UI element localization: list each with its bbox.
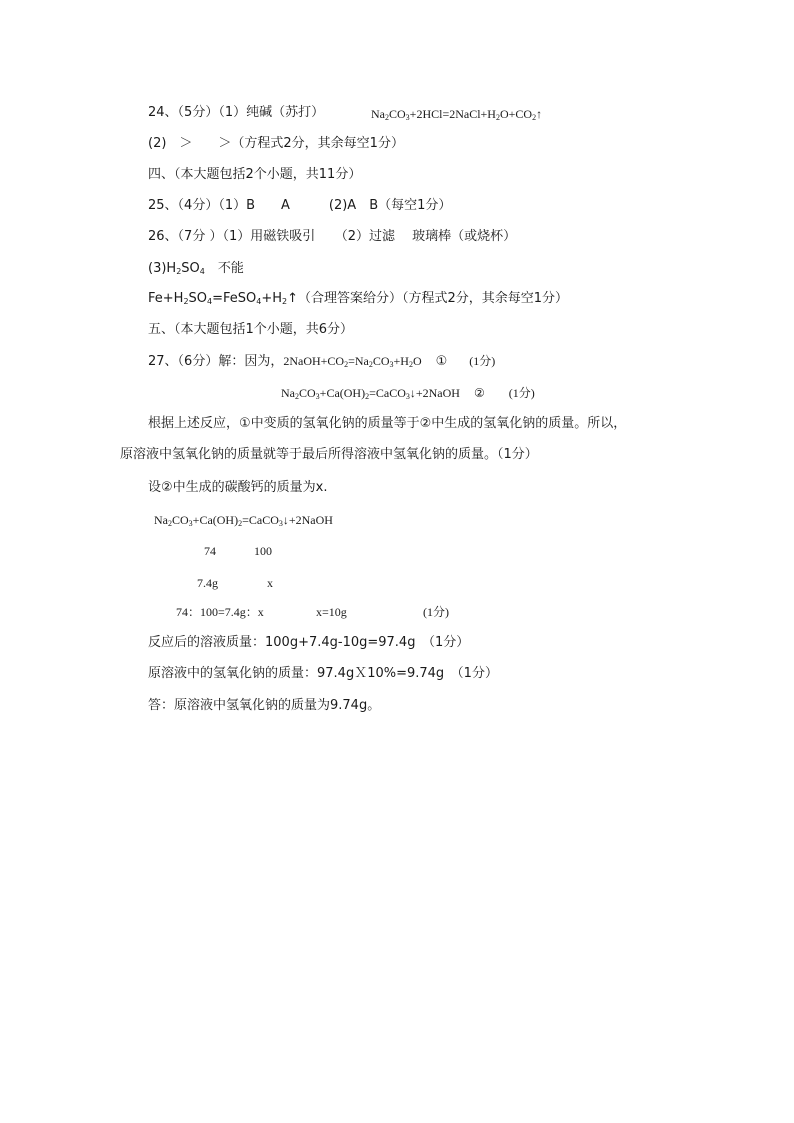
section-4-heading: 四、（本大题包括2个小题，共11分） (148, 167, 362, 182)
q26-line2: $(3)H_2SO_4$ 不能 (148, 261, 244, 276)
calc-equation: $Na_2CO_3+Ca(OH)_2=CaCO_3↓+2NaOH$ (154, 513, 333, 528)
value-x: x (267, 576, 273, 590)
q24-line2: (2) ＞ ＞（方程式2分，其余每空1分） (148, 136, 404, 151)
q25-answer: 25、（4分）（1）B A (2)A B（每空1分） (148, 198, 452, 213)
q26-line1: 26、（7分 ）（1）用磁铁吸引 （2）过滤 玻璃棒（或烧杯） (148, 229, 517, 244)
marker-2: ② (473, 386, 485, 400)
ratio-equation: 74：100=7.4g：x (176, 605, 264, 619)
q24-equation: $Na_2CO_3+2HCl=2NaCl+H_2O+CO_2↑$ (371, 107, 543, 122)
let-statement: 设②中生成的碳酸钙的质量为x. (148, 480, 328, 495)
ratio-result: x=10g (316, 605, 347, 619)
explanation-line-2: 原溶液中氢氧化钠的质量就等于最后所得溶液中氢氧化钠的质量。（1分） (120, 447, 538, 462)
q27-equation-2: $Na_2CO_3+Ca(OH)_2=CaCO_3↓+2NaOH$ ② (1分) (281, 386, 535, 401)
ratio-points: (1分) (423, 605, 449, 619)
value-ca-oh-2: 7.4g (197, 576, 218, 590)
molar-mass-naoh: 74 (204, 544, 216, 558)
final-answer: 答：原溶液中氢氧化钠的质量为9.74g。 (148, 698, 381, 713)
q26-line3: $Fe+H_2SO_4=FeSO_4+H_2↑$（合理答案给分）（方程式2分，其余每空1分） (148, 291, 569, 306)
marker-1: ① (435, 354, 448, 369)
q24-header: 24、（5分）（1）纯碱（苏打） (148, 105, 325, 120)
molar-mass-caco3: 100 (254, 544, 272, 558)
naoh-mass: 原溶液中的氢氧化钠的质量：97.4gＸ10%=9.74g （1分） (148, 666, 498, 681)
explanation-line-1: 根据上述反应，①中变质的氢氧化钠的质量等于②中生成的氢氧化钠的质量。所以， (148, 416, 627, 431)
section-5-heading: 五、（本大题包括1个小题，共6分） (148, 322, 354, 337)
solution-mass: 反应后的溶液质量：100g+7.4g-10g=97.4g （1分） (148, 635, 470, 650)
q27-header: 27、（6分）解：因为，$2NaOH+CO_2=Na_2CO_3+H_2O$ ① (1分) (148, 354, 496, 369)
